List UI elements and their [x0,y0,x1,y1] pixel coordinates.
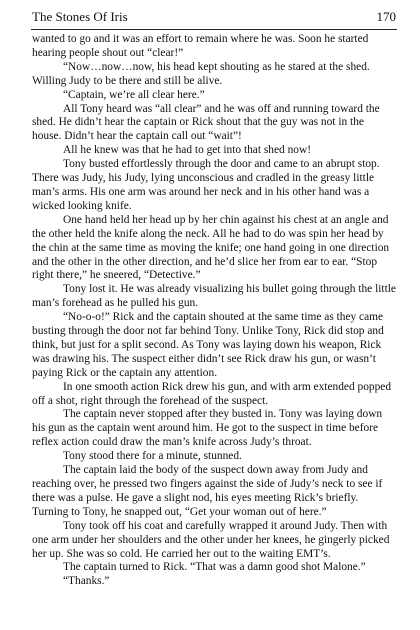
paragraph: The captain turned to Rick. “That was a damn good shot Malone.” [63,561,366,574]
paragraph: In one smooth action Rick drew his gun, and with arm extended popped off a shot, right through the forehead of the suspect. [32,380,392,407]
page-number: 170 [376,9,396,24]
paragraph: One hand held her head up by her chin against his chest at an angle and the other held the knife along the neck. All he had to do was spin her head by the chin at the same time as moving the knife; one hand going in one direction and the other in the other direction, and he’d slice her from ear to ear. “Stop right there,” he sneered, “Detective.” [32,213,390,282]
paragraph: The captain never stopped after they busted in. Tony was laying down his gun as the captain went around him. He got to the suspect in time before reflex action could draw the man’s knife across Judy’s throat. [32,408,383,449]
paragraph: “Captain, we’re all clear here.” [63,88,205,101]
paragraph: All Tony heard was “all clear” and he was off and running toward the shed. He didn’t hear the captain or Rick shout that the guy was not in the house. Didn’t hear the captain call out “wait”! [32,102,380,143]
book-title: The Stones Of Iris [32,9,128,24]
paragraph: Tony stood there for a minute, stunned. [63,450,242,463]
paragraph: “Now…now…now, his head kept shouting as he stared at the shed. Willing Judy to be there and still be alive. [32,60,370,87]
paragraph: Tony lost it. He was already visualizing his bullet going through the little man’s forehead as he pulled his gun. [32,283,396,310]
paragraph: All he knew was that he had to get into that shed now! [63,144,312,157]
running-header [32,9,396,27]
body-text [32,33,396,589]
paragraph: wanted to go and it was an effort to remain where he was. Soon he started hearing people shout out “clear!” [32,33,369,59]
paragraph: Tony busted effortlessly through the door and came to an abrupt stop. There was Judy, his Judy, lying unconscious and cradled in the greasy little man’s arms. His one arm was around her neck and in his other hand was a wicked looking knife. [32,158,380,212]
paragraph: Tony took off his coat and carefully wrapped it around Judy. Then with one arm under her shoulders and the other under her knees, he gingerly picked her up. She was so cold. He carried her out to the waiting EMT’s. [32,519,390,560]
header-rule [31,29,397,30]
paragraph: “Thanks.” [63,575,110,588]
paragraph: “No-o-o!” Rick and the captain shouted at the same time as they came busting through the door not far behind Tony. Unlike Tony, Rick did stop and think, but just for a split second. As Tony was laying down his weapon, Rick was drawing his. The suspect either didn’t see Rick draw his gun, or wasn’t paying Rick or the captain any attention. [32,311,384,379]
paragraph: The captain laid the body of the suspect down away from Judy and reaching over, he pressed two fingers against the side of Judy’s neck to see if there was a pulse. He gave a slight nod, his eyes meeting Rick’s briefly. Turning to Tony, he snapped out, “Get your woman out of here.” [32,464,383,518]
